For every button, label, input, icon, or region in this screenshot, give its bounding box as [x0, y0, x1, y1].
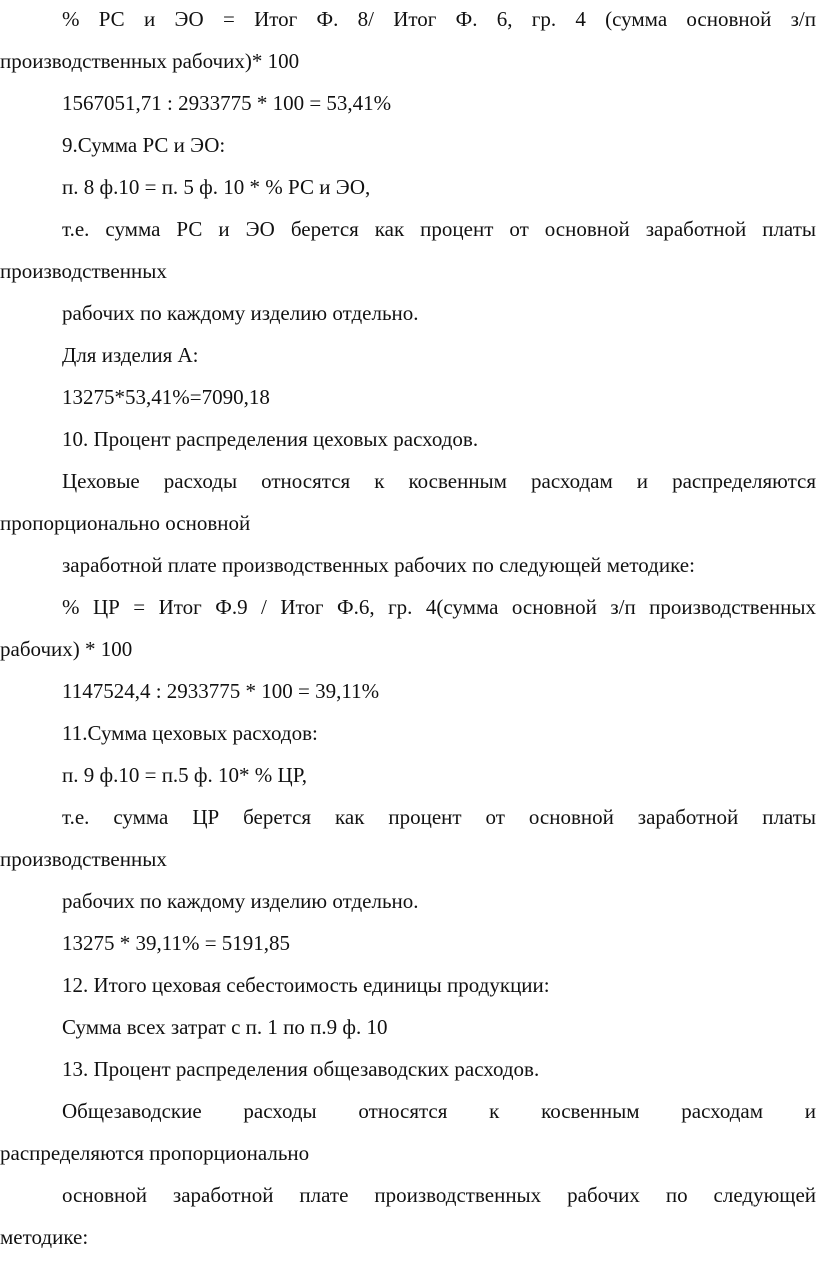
product-a-label — [0, 334, 816, 376]
factory-expenses-desc-line2 — [0, 1132, 816, 1174]
calc-rs-eo-percent — [0, 82, 816, 124]
shop-expenses-desc-line2 — [0, 502, 816, 544]
explanation-rs-eo-line3 — [0, 292, 816, 334]
text-line: Общезаводские расходы относятся к косвенным расходам и — [62, 1099, 816, 1123]
explanation-cr-line1 — [0, 796, 816, 838]
formula-cr-percent-line2 — [0, 628, 816, 670]
explanation-cr-line3 — [0, 880, 816, 922]
text-line: 9.Сумма РС и ЭО: — [62, 133, 226, 157]
text-line: т.е. сумма ЦР берется как процент от основной заработной платы — [62, 805, 816, 829]
explanation-rs-eo-line2 — [0, 250, 816, 292]
text-line: 1147524,4 : 2933775 * 100 = 39,11% — [62, 679, 380, 703]
text-line: 1567051,71 : 2933775 * 100 = 53,41% — [62, 91, 392, 115]
text-line: п. 8 ф.10 = п. 5 ф. 10 * % РС и ЭО, — [62, 175, 371, 199]
calc-product-a-rs-eo — [0, 376, 816, 418]
formula-cr-percent-line1 — [0, 586, 816, 628]
text-line: % ЦР = Итог Ф.9 / Итог Ф.6, гр. 4(сумма основной з/п производственных — [62, 595, 816, 619]
formula-item-11 — [0, 754, 816, 796]
text-line: производственных — [0, 259, 167, 283]
text-line: 10. Процент распределения цеховых расходов. — [62, 427, 479, 451]
formula-rs-eo-percent-line2 — [0, 40, 816, 82]
factory-expenses-desc-line1 — [0, 1090, 816, 1132]
text-line: заработной плате производственных рабочих по следующей методике: — [62, 553, 695, 577]
factory-expenses-method-line2 — [0, 1216, 816, 1258]
explanation-rs-eo-line1 — [0, 208, 816, 250]
text-line: Для изделия А: — [62, 343, 199, 367]
text-line: основной заработной плате производственных рабочих по следующей — [62, 1183, 816, 1207]
formula-rs-eo-percent-line1 — [0, 0, 816, 40]
text-line: 13. Процент распределения общезаводских расходов. — [62, 1057, 540, 1081]
text-line: 11.Сумма цеховых расходов: — [62, 721, 318, 745]
text-line: распределяются пропорционально — [0, 1141, 310, 1165]
text-line: 13275*53,41%=7090,18 — [62, 385, 270, 409]
explanation-cr-line2 — [0, 838, 816, 880]
text-line: пропорционально основной — [0, 511, 251, 535]
shop-expenses-method — [0, 544, 816, 586]
heading-item-11 — [0, 712, 816, 754]
text-line: Цеховые расходы относятся к косвенным расходам и распределяются — [62, 469, 816, 493]
text-line: Сумма всех затрат с п. 1 по п.9 ф. 10 — [62, 1015, 388, 1039]
text-line: производственных рабочих)* 100 — [0, 49, 300, 73]
heading-item-13 — [0, 1048, 816, 1090]
text-line: п. 9 ф.10 = п.5 ф. 10* % ЦР, — [62, 763, 307, 787]
text-line: рабочих по каждому изделию отдельно. — [62, 889, 419, 913]
sum-all-costs — [0, 1006, 816, 1048]
calc-cr-percent — [0, 670, 816, 712]
text-line: % РС и ЭО = Итог Ф. 8/ Итог Ф. 6, гр. 4 (сумма основной з/п — [62, 7, 816, 31]
text-line: т.е. сумма РС и ЭО берется как процент от основной заработной платы — [62, 217, 816, 241]
text-line: 13275 * 39,11% = 5191,85 — [62, 931, 291, 955]
heading-item-9 — [0, 124, 816, 166]
text-line: рабочих по каждому изделию отдельно. — [62, 301, 419, 325]
calc-product-cr — [0, 922, 816, 964]
heading-item-12 — [0, 964, 816, 1006]
shop-expenses-desc-line1 — [0, 460, 816, 502]
text-line: производственных — [0, 847, 167, 871]
formula-item-9 — [0, 166, 816, 208]
text-line: методике: — [0, 1225, 89, 1249]
heading-item-10 — [0, 418, 816, 460]
text-line: 12. Итого цеховая себестоимость единицы продукции: — [62, 973, 550, 997]
factory-expenses-method-line1 — [0, 1174, 816, 1216]
text-line: рабочих) * 100 — [0, 637, 133, 661]
